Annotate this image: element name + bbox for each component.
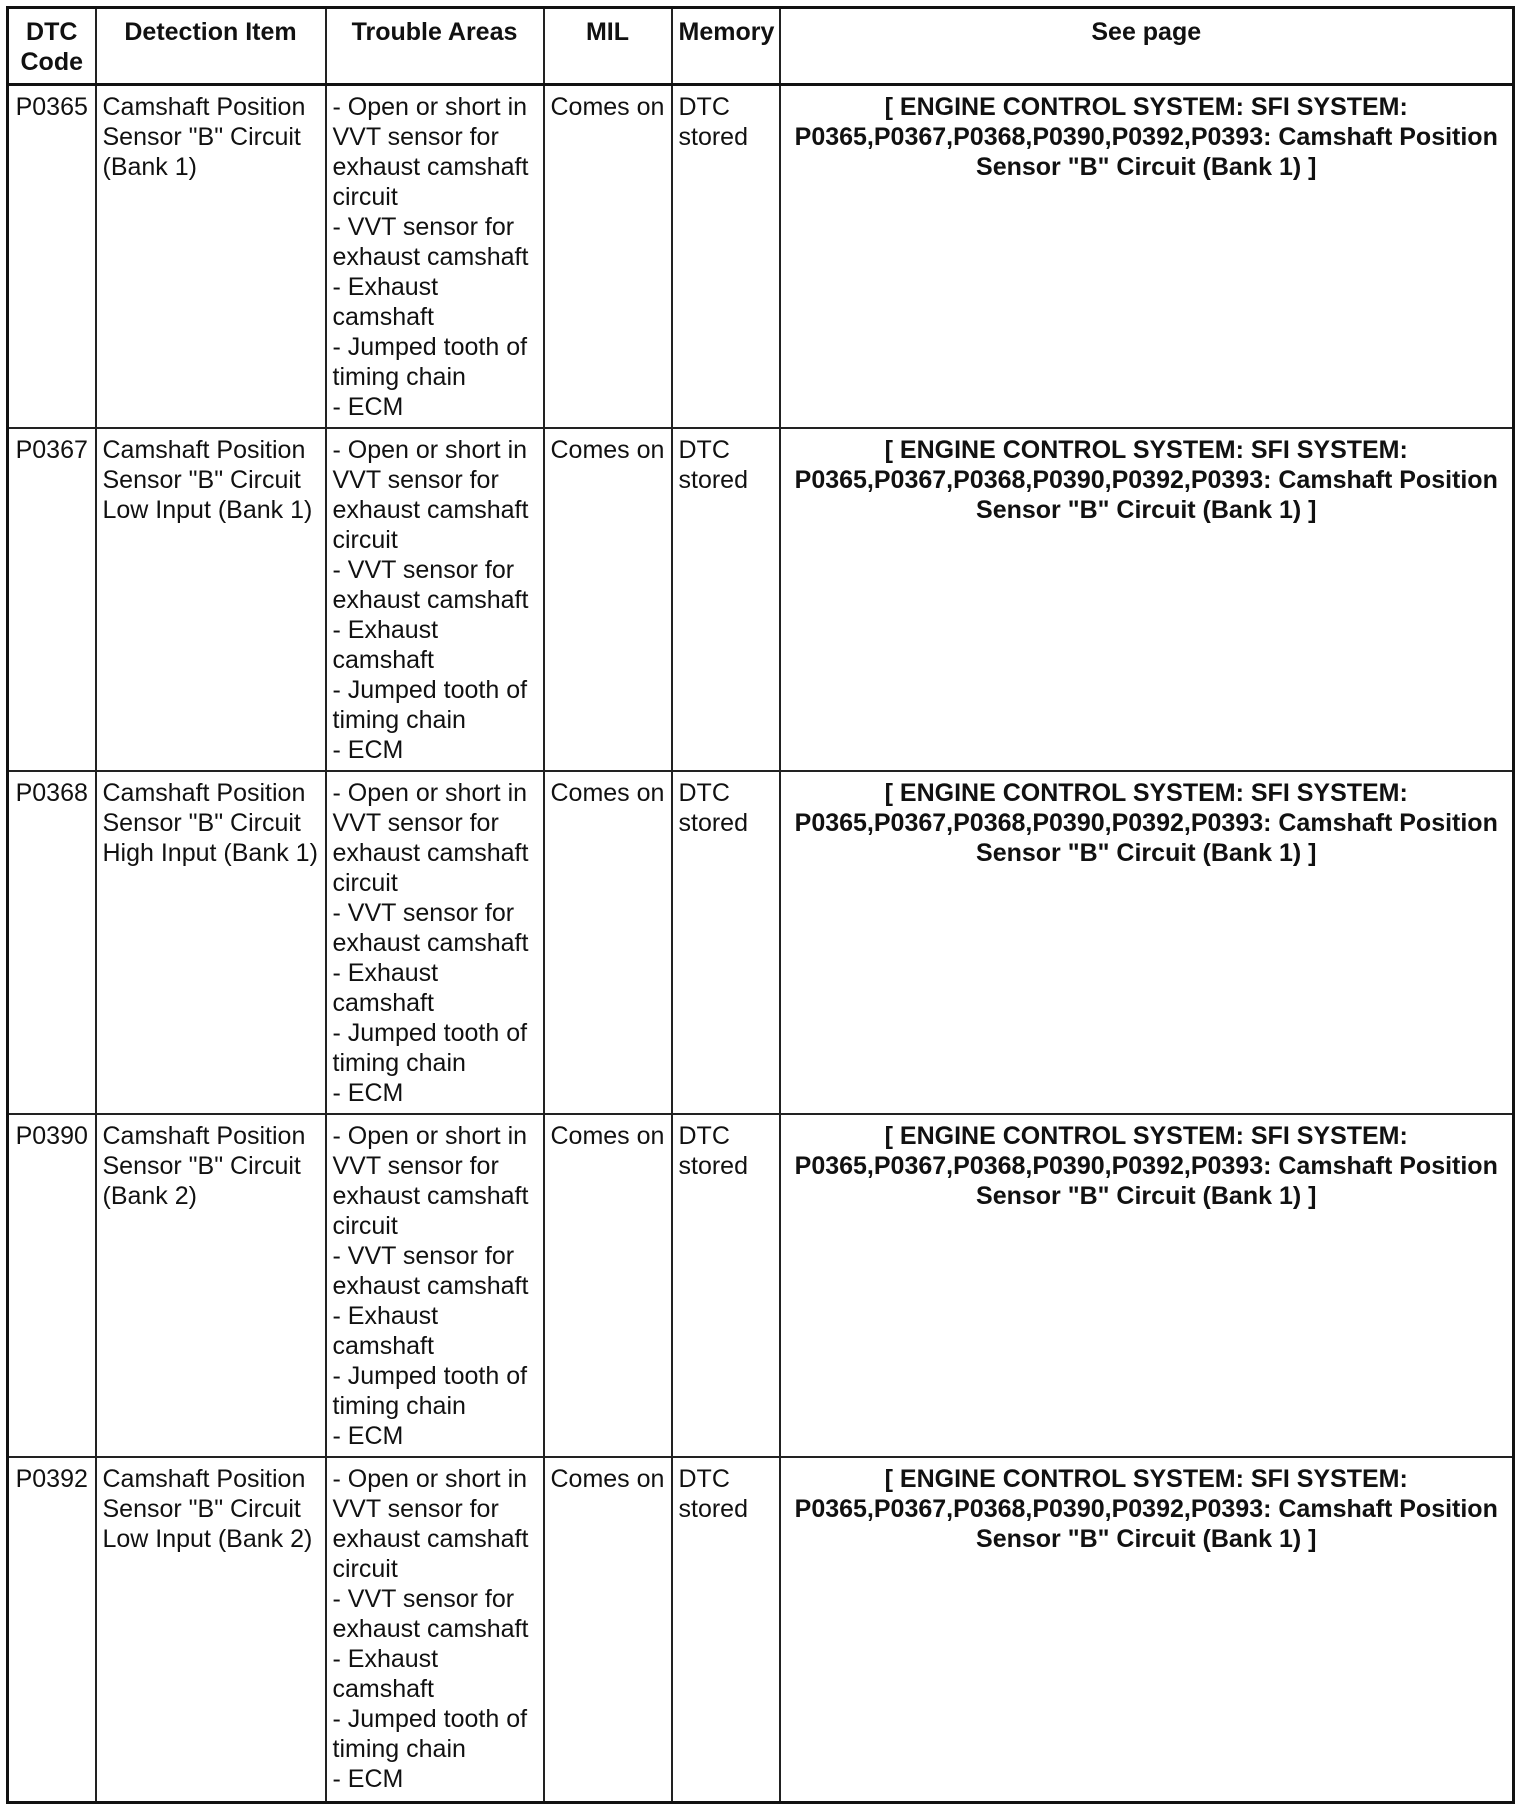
mil-cell: Comes on [544,1114,672,1457]
dtc-table [6,6,1515,1804]
trouble-area-item: - Open or short in VVT sensor for exhaust camshaft circuit [332,1121,529,1240]
header-dtc-code [8,8,96,85]
detection-item-cell: Camshaft Position Sensor "B" Circuit High Input (Bank 1) [96,771,326,1114]
table-row [8,1457,1514,1803]
header-detection-item-label: Detection Item [124,18,297,46]
detection-item-cell: Camshaft Position Sensor "B" Circuit (Bank 1) [96,85,326,428]
memory-cell: DTC stored [672,771,780,1114]
trouble-area-item: - Jumped tooth of timing chain [332,1361,528,1420]
trouble-area-item: - Exhaust camshaft [332,615,439,674]
header-mil-label: MIL [585,18,630,46]
table-row [8,85,1514,428]
trouble-area-item: - Open or short in VVT sensor for exhaust camshaft circuit [332,93,529,211]
header-trouble-areas-label: Trouble Areas [351,18,518,46]
trouble-area-item: - Jumped tooth of timing chain [332,1704,528,1763]
mil-cell: Comes on [544,85,672,428]
memory-cell: DTC stored [672,85,780,428]
trouble-area-item: - VVT sensor for exhaust camshaft [332,1584,529,1643]
trouble-areas-cell [326,771,544,1114]
trouble-area-item: - Open or short in VVT sensor for exhaust camshaft circuit [332,778,529,897]
header-detection-item [96,8,326,85]
header-mil [544,8,672,85]
header-memory-label: Memory [678,18,775,46]
table-row [8,1114,1514,1457]
trouble-area-item: - ECM [332,393,404,421]
trouble-area-item: - Open or short in VVT sensor for exhaust camshaft circuit [332,435,529,554]
trouble-area-item: - VVT sensor for exhaust camshaft [332,213,529,271]
trouble-area-item: - ECM [332,735,404,764]
header-memory [672,8,780,85]
detection-item-cell: Camshaft Position Sensor "B" Circuit Low Input (Bank 2) [96,1457,326,1803]
trouble-area-item: - Exhaust camshaft [332,958,439,1017]
see-page-link[interactable]: [ ENGINE CONTROL SYSTEM: SFI SYSTEM: P0365,P0367,P0368,P0390,P0392,P0393: Camshaft Position Sensor "B" Circuit (Bank 1) ] [780,428,1514,771]
dtc-code-cell: P0390 [8,1114,96,1457]
trouble-areas-cell [326,85,544,428]
trouble-areas-cell [326,1457,544,1803]
see-page-link[interactable]: [ ENGINE CONTROL SYSTEM: SFI SYSTEM: P0365,P0367,P0368,P0390,P0392,P0393: Camshaft Position Sensor "B" Circuit (Bank 1) ] [780,85,1514,428]
mil-cell: Comes on [544,428,672,771]
trouble-area-item: - Exhaust camshaft [332,1301,439,1360]
trouble-area-item: - Jumped tooth of timing chain [332,675,528,734]
table-header [8,8,1514,85]
trouble-area-item: - VVT sensor for exhaust camshaft [332,898,529,957]
trouble-area-item: - Open or short in VVT sensor for exhaust camshaft circuit [332,1464,529,1583]
see-page-link[interactable]: [ ENGINE CONTROL SYSTEM: SFI SYSTEM: P0365,P0367,P0368,P0390,P0392,P0393: Camshaft Position Sensor "B" Circuit (Bank 1) ] [780,1457,1514,1803]
header-dtc-code-label: DTC Code [20,18,83,76]
dtc-code-cell: P0368 [8,771,96,1114]
trouble-area-item: - ECM [332,1421,404,1450]
trouble-area-item: - Exhaust camshaft [332,1644,439,1703]
header-see-page [780,8,1514,85]
header-trouble-areas [326,8,544,85]
see-page-link[interactable]: [ ENGINE CONTROL SYSTEM: SFI SYSTEM: P0365,P0367,P0368,P0390,P0392,P0393: Camshaft Position Sensor "B" Circuit (Bank 1) ] [780,771,1514,1114]
dtc-code-cell: P0392 [8,1457,96,1803]
table-row [8,428,1514,771]
trouble-areas-cell [326,1114,544,1457]
memory-cell: DTC stored [672,1457,780,1803]
memory-cell: DTC stored [672,428,780,771]
trouble-area-item: - ECM [332,1078,404,1107]
table-body [8,85,1514,1803]
see-page-link[interactable]: [ ENGINE CONTROL SYSTEM: SFI SYSTEM: P0365,P0367,P0368,P0390,P0392,P0393: Camshaft Position Sensor "B" Circuit (Bank 1) ] [780,1114,1514,1457]
trouble-area-item: - Exhaust camshaft [332,273,439,331]
trouble-area-item: - Jumped tooth of timing chain [332,1018,528,1077]
trouble-area-item: - VVT sensor for exhaust camshaft [332,555,529,614]
dtc-code-cell: P0367 [8,428,96,771]
detection-item-cell: Camshaft Position Sensor "B" Circuit Low Input (Bank 1) [96,428,326,771]
detection-item-cell: Camshaft Position Sensor "B" Circuit (Bank 2) [96,1114,326,1457]
mil-cell: Comes on [544,1457,672,1803]
trouble-area-item: - ECM [332,1764,404,1793]
trouble-areas-cell [326,428,544,771]
table-row [8,771,1514,1114]
dtc-code-cell: P0365 [8,85,96,428]
memory-cell: DTC stored [672,1114,780,1457]
mil-cell: Comes on [544,771,672,1114]
trouble-area-item: - Jumped tooth of timing chain [332,333,528,391]
header-see-page-label: See page [1091,18,1202,46]
header-row [8,8,1514,85]
trouble-area-item: - VVT sensor for exhaust camshaft [332,1241,529,1300]
